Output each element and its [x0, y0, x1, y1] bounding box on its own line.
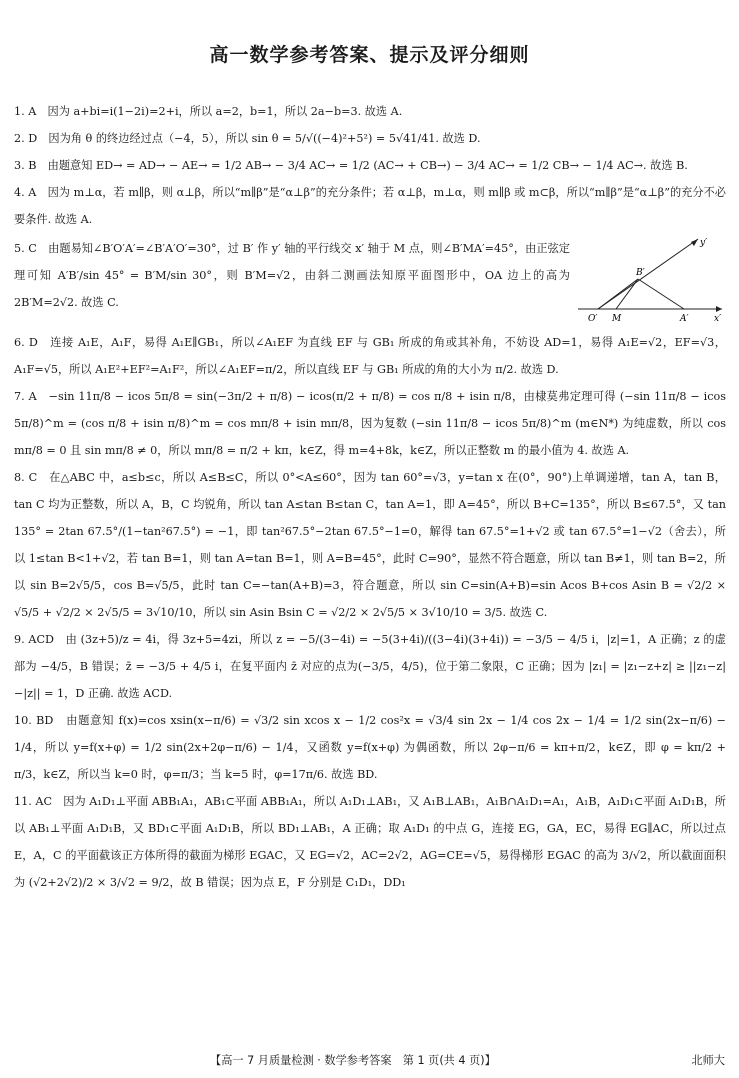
- y-axis: [598, 239, 698, 309]
- answer-8: [14, 464, 726, 626]
- answer-3: [14, 152, 726, 179]
- answer-number: 10. BD: [14, 714, 54, 727]
- answer-text: 因为 a+bi=i(1−2i)=2+i，所以 a=2，b=1，所以 2a−b=3. 故选 A.: [47, 105, 403, 118]
- answer-number: 7. A: [14, 390, 37, 403]
- answer-text: 连接 A₁E，A₁F，易得 A₁E∥GB₁，所以∠A₁EF 为直线 EF 与 GB₁ 所成的角或其补角，不妨设 AD=1，易得 A₁E=√2，EF=√3，A₁F=√5，所以 A₁E²+EF²=A₁F²，所以∠A₁EF=π/2，所以直线 EF 与 GB₁ 所成的角的大小为 π/2. 故选 D.: [14, 336, 726, 376]
- answer-number: 5. C: [14, 242, 37, 255]
- answer-number: 11. AC: [14, 795, 53, 808]
- answer-text: 由 (3z+5)/z = 4i，得 3z+5=4zi，所以 z = −5/(3−4i) = −5(3+4i)/((3−4i)(3+4i)) = −3/5 − 4/5 i，|z|=1，A 正确；z 的虚部为 −4/5，B 错误；z̄ = −3/5 + 4/5 i，在复平面内 z̄ 对应的点为(−3/5，4/5)，位于第二象限，C 正确；因为 |z₁| = |z₁−z+z| ≥ ||z₁−z|−|z|| = 1，D 正确. 故选 ACD.: [14, 633, 726, 700]
- label-x-axis: x′: [714, 314, 722, 324]
- label-a: A′: [680, 314, 689, 324]
- answer-text: 因为 A₁D₁⊥平面 ABB₁A₁，AB₁⊂平面 ABB₁A₁，所以 A₁D₁⊥AB₁，又 A₁B⊥AB₁，A₁B∩A₁D₁=A₁，A₁B，A₁D₁⊂平面 A₁D₁B，所以 AB₁⊥平面 A₁D₁B，又 BD₁⊂平面 A₁D₁B，所以 BD₁⊥AB₁，A 正确；取 A₁D₁ 的中点 G，连接 EG，GA，EC，易得 EG∥AC，所以过点 E，A，C 的平面截该正方体所得的截面为梯形 EGAC，又 EG=√2，AC=2√2，AG=CE=√5，易得梯形 EGAC 的高为 3/√2，所以截面面积为 (√2+2√2)/2 × 3/√2 = 9/2，故 B 错误；因为点 E，F 分别是 C₁D₁，DD₁: [14, 795, 726, 889]
- oblique-projection-figure: [576, 233, 726, 329]
- answer-text: 在△ABC 中，a≤b≤c，所以 A≤B≤C，所以 0°<A≤60°，因为 tan 60°=√3，y=tan x 在(0°，90°)上单调递增，tan A，tan B，tan C 均为正整数，所以 A，B，C 均锐角，所以 tan A≤tan B≤tan C，tan A=1，即 A=45°，所以 B+C=135°，所以 B≤67.5°，又 tan 135° = 2tan 67.5°/(1−tan²67.5°) = −1，即 tan²67.5°−2tan 67.5°−1=0，解得 tan 67.5°=1+√2 或 tan 67.5°=1−√2（舍去），所以 1≤tan B<1+√2，若 tan B=1，则 tan A=tan B=1，则 A=B=45°，此时 C=90°，显然不符合题意，所以 tan B≠1，则 tan B=2，所以 sin B=2√5/5，cos B=√5/5，此时 tan C=−tan(A+B)=3，符合题意，所以 sin C=sin(A+B)=sin Acos B+cos Asin B = √2/2 × √5/5 + √2/2 × 2√5/5 = 3√10/10，所以 sin Asin Bsin C = √2/2 × 2√5/5 × 3√10/10 = 3/5. 故选 C.: [14, 471, 726, 619]
- answer-9: [14, 626, 726, 707]
- answer-number: 4. A: [14, 186, 37, 199]
- label-b: B′: [636, 268, 645, 278]
- answer-1: [14, 98, 726, 125]
- answer-4: [14, 179, 726, 233]
- answer-number: 6. D: [14, 336, 38, 349]
- answer-11: [14, 788, 726, 896]
- answer-text: 因为角 θ 的终边经过点（−4，5），所以 sin θ = 5/√((−4)²+5²) = 5√41/41. 故选 D.: [48, 132, 481, 145]
- x-axis-arrow: [716, 306, 722, 312]
- answer-text: 由题易知∠B′O′A′=∠B′A′O′=30°，过 B′ 作 y′ 轴的平行线交 x′ 轴于 M 点，则∠B′MA′=45°，由正弦定理可知 A′B′/sin 45° = B′M/sin 30°，则 B′M=√2，由斜二测画法知原平面图形中，OA 边上的高为 2B′M=2√2. 故选 C.: [14, 242, 570, 309]
- label-o: O′: [588, 314, 598, 324]
- segment-b-a: [638, 279, 684, 309]
- answer-list: [14, 98, 726, 896]
- label-m: M: [612, 314, 622, 324]
- y-axis-arrow: [691, 239, 698, 246]
- answer-number: 3. B: [14, 159, 37, 172]
- answer-text: 由题意知 ED→ = AD→ − AE→ = 1/2 AB→ − 3/4 AC→ = 1/2 (AC→ + CB→) − 3/4 AC→ = 1/2 CB→ − 1/4 AC→. 故选 B.: [47, 159, 688, 172]
- answer-text: 由题意知 f(x)=cos xsin(x−π/6) = √3/2 sin xcos x − 1/2 cos²x = √3/4 sin 2x − 1/4 cos 2x − 1/4 = 1/2 sin(2x−π/6) − 1/4，所以 y=f(x+φ) = 1/2 sin(2x+2φ−π/6) − 1/4，又函数 y=f(x+φ) 为偶函数，所以 2φ−π/6 = kπ+π/2，k∈Z，即 φ = kπ/2 + π/3，k∈Z，所以当 k=0 时，φ=π/3；当 k=5 时，φ=17π/6. 故选 BD.: [14, 714, 726, 781]
- answer-5: [14, 235, 726, 324]
- answer-6: [14, 329, 726, 383]
- segment-o-b: [598, 279, 638, 309]
- answer-number: 1. A: [14, 105, 37, 118]
- page-title: 高一数学参考答案、提示及评分细则: [209, 44, 530, 66]
- footer-edition: 北师大: [691, 1054, 725, 1067]
- answer-7: [14, 383, 726, 464]
- answer-2: [14, 125, 726, 152]
- answer-number: 8. C: [14, 471, 38, 484]
- answer-text: 因为 m⊥α，若 m∥β，则 α⊥β，所以“m∥β”是“α⊥β”的充分条件；若 α⊥β，m⊥α，则 m∥β 或 m⊂β，所以“m∥β”是“α⊥β”的充分不必要条件. 故选 A.: [14, 186, 726, 226]
- label-y-axis: y′: [700, 238, 708, 248]
- answer-number: 9. ACD: [14, 633, 55, 646]
- answer-10: [14, 707, 726, 788]
- footer-page-info: 【高一 7 月质量检测 · 数学参考答案 第 1 页(共 4 页)】: [210, 1054, 496, 1067]
- answer-text: −sin 11π/8 − icos 5π/8 = sin(−3π/2 + π/8) − icos(π/2 + π/8) = cos π/8 + isin π/8，由棣莫弗定理可得 (−sin 11π/8 − icos 5π/8)^m = (cos π/8 + isin π/8)^m = cos mπ/8 + isin mπ/8，因为复数 (−sin 11π/8 − icos 5π/8)^m (m∈N*) 为纯虚数，所以 cos mπ/8 = 0 且 sin mπ/8 ≠ 0，所以 mπ/8 = π/2 + kπ，k∈Z，得 m=4+8k，k∈Z，所以正整数 m 的最小值为 4. 故选 A.: [14, 390, 726, 457]
- answer-number: 2. D: [14, 132, 38, 145]
